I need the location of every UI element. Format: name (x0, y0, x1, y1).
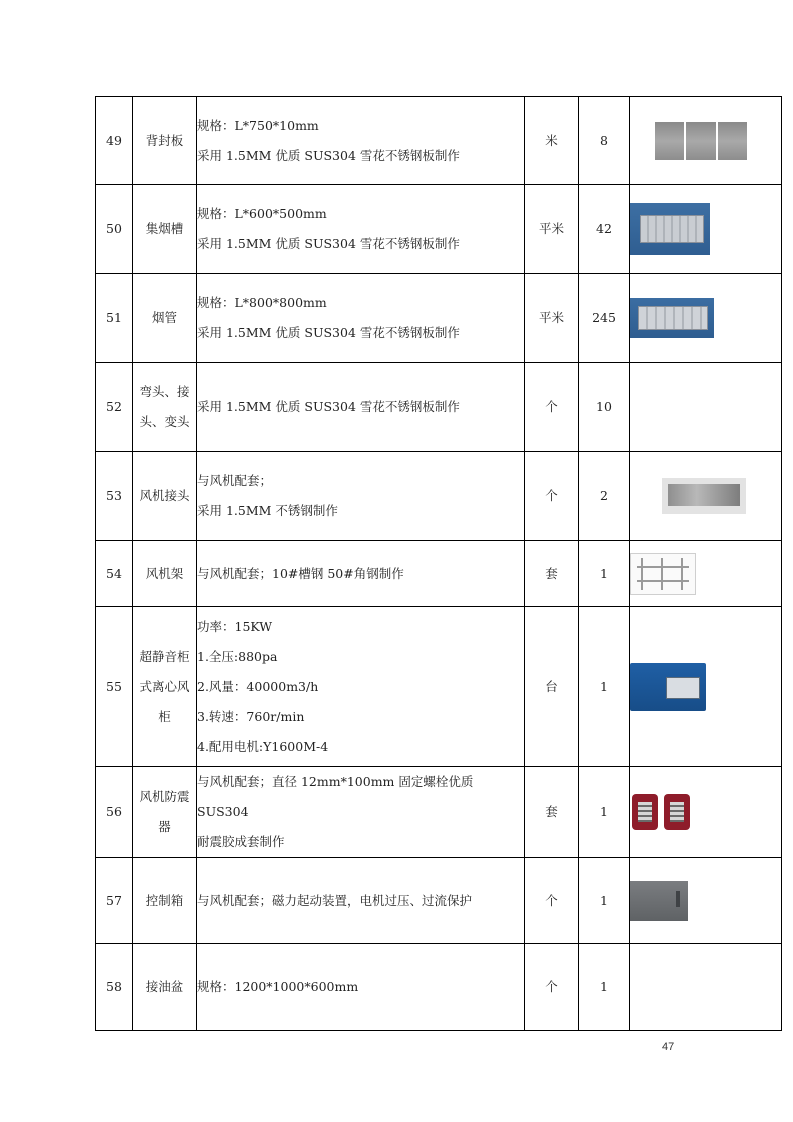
item-spec (197, 944, 525, 1031)
item-name-line: 式离心风 (139, 678, 190, 694)
item-unit: 套 (525, 767, 579, 858)
item-image-cell (630, 541, 782, 607)
item-image-cell (630, 944, 782, 1031)
item-unit: 平米 (525, 274, 579, 363)
item-name-line: 烟管 (151, 310, 177, 325)
item-name-line: 超静音柜 (139, 648, 190, 664)
spec-line: 功率：15KW (197, 618, 273, 634)
item-name (133, 274, 197, 363)
spec-line: 与风机配套；磁力起动装置，电机过压、过流保护 (197, 892, 473, 908)
spec-line: 4.配用电机:Y1600M-4 (197, 738, 329, 754)
item-name-line: 集烟槽 (145, 221, 184, 236)
row-number: 54 (96, 541, 133, 607)
table-row (96, 607, 782, 767)
row-number: 49 (96, 97, 133, 185)
item-image-cell (630, 363, 782, 452)
item-image-cell (630, 97, 782, 185)
spec-line: 规格：1200*1000*600mm (197, 979, 359, 994)
fan-frame-image (630, 553, 696, 595)
item-image-cell (630, 452, 782, 541)
spec-line: 耐震胶成套制作 (197, 834, 285, 849)
item-spec (197, 858, 525, 944)
item-spec (197, 274, 525, 363)
item-name-line: 背封板 (145, 132, 184, 148)
spec-line: 1.全压:880pa (197, 648, 278, 664)
item-name-line: 器 (158, 819, 171, 834)
spec-line: 采用 1.5MM 优质 SUS304 雪花不锈钢板制作 (197, 147, 460, 163)
row-number: 52 (96, 363, 133, 452)
item-quantity: 42 (579, 185, 630, 274)
item-name (133, 767, 197, 858)
table-row (96, 944, 782, 1031)
fan-connector-image (662, 478, 746, 514)
item-quantity: 1 (579, 607, 630, 767)
spec-line: 采用 1.5MM 优质 SUS304 雪花不锈钢板制作 (197, 236, 460, 251)
item-unit: 平米 (525, 185, 579, 274)
row-number: 56 (96, 767, 133, 858)
spec-line: 3.转速：760r/min (197, 708, 305, 724)
equipment-table (95, 96, 782, 1031)
item-spec (197, 541, 525, 607)
table-row (96, 274, 782, 363)
item-name-line: 风机接头 (139, 488, 190, 503)
smoke-duct-image (630, 298, 714, 338)
item-spec (197, 607, 525, 767)
item-name-line: 风机防震 (139, 789, 190, 804)
item-name-line: 风机架 (145, 565, 184, 581)
item-name-line: 柜 (158, 708, 171, 724)
spec-line: 规格：L*800*800mm (197, 295, 327, 310)
table-row (96, 858, 782, 944)
spec-line: 规格：L*600*500mm (197, 206, 327, 221)
item-name-line: 接油盆 (145, 979, 184, 994)
row-number: 58 (96, 944, 133, 1031)
item-quantity: 1 (579, 858, 630, 944)
table-row (96, 97, 782, 185)
spec-line: 采用 1.5MM 优质 SUS304 雪花不锈钢板制作 (197, 325, 460, 340)
item-spec (197, 363, 525, 452)
spec-line: 与风机配套；10#槽钢 50#角钢制作 (197, 565, 404, 581)
spec-line: 规格：L*750*10mm (197, 117, 319, 133)
item-spec (197, 185, 525, 274)
item-image-cell (630, 767, 782, 858)
spec-line: 采用 1.5MM 不锈钢制作 (197, 503, 338, 518)
item-name (133, 541, 197, 607)
spec-line: 与风机配套； (197, 473, 273, 488)
item-quantity: 8 (579, 97, 630, 185)
spec-line: 与风机配套；直径 12mm*100mm 固定螺栓优质 SUS304 (197, 774, 474, 819)
item-quantity: 10 (579, 363, 630, 452)
item-image-cell (630, 858, 782, 944)
item-name-line: 弯头、接 (139, 384, 190, 399)
item-name (133, 944, 197, 1031)
table-row (96, 452, 782, 541)
item-quantity: 1 (579, 541, 630, 607)
item-name (133, 363, 197, 452)
item-unit: 个 (525, 858, 579, 944)
table-row (96, 767, 782, 858)
table-row (96, 541, 782, 607)
item-quantity: 2 (579, 452, 630, 541)
item-unit: 个 (525, 363, 579, 452)
row-number: 53 (96, 452, 133, 541)
item-name (133, 452, 197, 541)
vibration-damper-image (630, 790, 694, 834)
item-unit: 套 (525, 541, 579, 607)
item-name-line: 头、变头 (139, 414, 190, 429)
smoke-hood-image (630, 203, 710, 255)
item-image-cell (630, 607, 782, 767)
row-number: 55 (96, 607, 133, 767)
stainless-board-image (655, 122, 749, 160)
control-box-image (630, 881, 688, 921)
item-name (133, 97, 197, 185)
item-name (133, 185, 197, 274)
item-unit: 台 (525, 607, 579, 767)
item-spec (197, 97, 525, 185)
table-row (96, 363, 782, 452)
item-unit: 个 (525, 944, 579, 1031)
page-number: 47 (662, 1041, 675, 1053)
spec-line: 2.风量：40000m3/h (197, 678, 319, 694)
row-number: 50 (96, 185, 133, 274)
item-spec (197, 452, 525, 541)
item-name (133, 607, 197, 767)
item-image-cell (630, 274, 782, 363)
item-unit: 米 (525, 97, 579, 185)
item-spec (197, 767, 525, 858)
item-quantity: 1 (579, 767, 630, 858)
table-row (96, 185, 782, 274)
item-name-line: 控制箱 (145, 892, 184, 908)
row-number: 57 (96, 858, 133, 944)
centrifugal-fan-image (630, 663, 706, 711)
item-image-cell (630, 185, 782, 274)
item-unit: 个 (525, 452, 579, 541)
spec-line: 采用 1.5MM 优质 SUS304 雪花不锈钢板制作 (197, 399, 460, 414)
item-quantity: 245 (579, 274, 630, 363)
item-quantity: 1 (579, 944, 630, 1031)
row-number: 51 (96, 274, 133, 363)
item-name (133, 858, 197, 944)
